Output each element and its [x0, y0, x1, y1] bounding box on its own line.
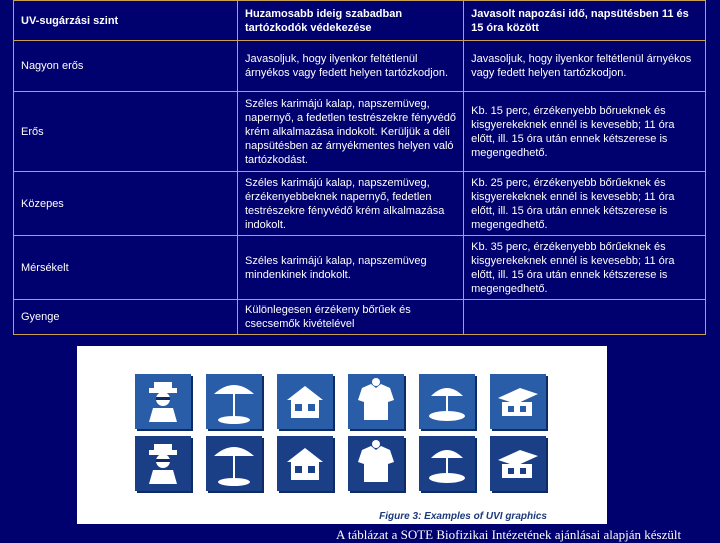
house-icon	[277, 436, 333, 491]
table-row	[14, 236, 706, 300]
protection-cell: Javasoljuk, hogy ilyenkor feltétlenül árnyékos vagy fedett helyen tartózkodjon.	[238, 41, 464, 92]
header-uv-level: UV-sugárzási szint	[14, 1, 238, 41]
beach-umbrella-icon	[206, 436, 262, 491]
shelter-hut-icon	[490, 436, 546, 491]
sunbathing-cell: Kb. 35 perc, érzékenyebb bőrűeknek és kisgyerekeknek ennél is kevesebb; 11 óra előtt, ill. 15 óra után ennek kétszerese is megengedhető.	[464, 236, 706, 300]
table-header-row	[14, 1, 706, 41]
hat-sunglasses-person-icon	[135, 374, 191, 429]
sun-island-icon	[419, 436, 475, 491]
house-icon	[277, 374, 333, 429]
protection-cell: Széles karimájú kalap, napszemüveg, érzékenyebbeknek napernyő, fedetlen testrészekre fényvédő krém alkalmazása indokolt.	[238, 172, 464, 236]
uv-level-cell: Erős	[14, 92, 238, 172]
protection-cell: Széles karimájú kalap, napszemüveg mindenkinek indokolt.	[238, 236, 464, 300]
table-row	[14, 172, 706, 236]
uv-protection-table	[13, 0, 706, 335]
table-row	[14, 41, 706, 92]
shelter-hut-icon	[490, 374, 546, 429]
shirt-icon	[348, 374, 404, 429]
beach-umbrella-icon	[206, 374, 262, 429]
sunbathing-cell: Kb. 25 perc, érzékenyebb bőrűeknek és kisgyerekeknek ennél is kevesebb; 11 óra előtt, ill. 15 óra után ennek kétszerese is megengedhető.	[464, 172, 706, 236]
sunbathing-cell: Kb. 15 perc, érzékenyebb bőrueknek és kisgyerekeknek ennél is kevesebb; 11 óra előtt, ill. 15 óra után ennek kétszerese is megengedhető.	[464, 92, 706, 172]
header-protection: Huzamosabb ideig szabadban tartózkodók védekezése	[238, 1, 464, 41]
protection-cell: Különlegesen érzékeny bőrűek és csecsemők kivételével	[238, 300, 464, 335]
uv-level-cell: Közepes	[14, 172, 238, 236]
uvi-graphics-figure	[77, 346, 607, 524]
shirt-icon	[348, 436, 404, 491]
uv-level-cell: Mérsékelt	[14, 236, 238, 300]
figure-caption: Figure 3: Examples of UVI graphics	[379, 511, 547, 522]
protection-cell: Széles karimájú kalap, napszemüveg, napernyő, a fedetlen testrészekre fényvédő krém alkalmazása indokolt. Kerüljük a déli napsütésben az árnyékmentes helyen való tartózkodást.	[238, 92, 464, 172]
uv-level-cell: Gyenge	[14, 300, 238, 335]
uv-level-cell: Nagyon erős	[14, 41, 238, 92]
sunbathing-cell	[464, 300, 706, 335]
sun-island-icon	[419, 374, 475, 429]
table-row	[14, 300, 706, 335]
table-row	[14, 92, 706, 172]
hat-sunglasses-person-icon	[135, 436, 191, 491]
header-sunbathing-time: Javasolt napozási idő, napsütésben 11 és 15 óra között	[464, 1, 706, 41]
footer-note: A táblázat a SOTE Biofizikai Intézetének ajánlásai alapján készült	[336, 527, 682, 542]
sunbathing-cell: Javasoljuk, hogy ilyenkor feltétlenül árnyékos vagy fedett helyen tartózkodjon.	[464, 41, 706, 92]
